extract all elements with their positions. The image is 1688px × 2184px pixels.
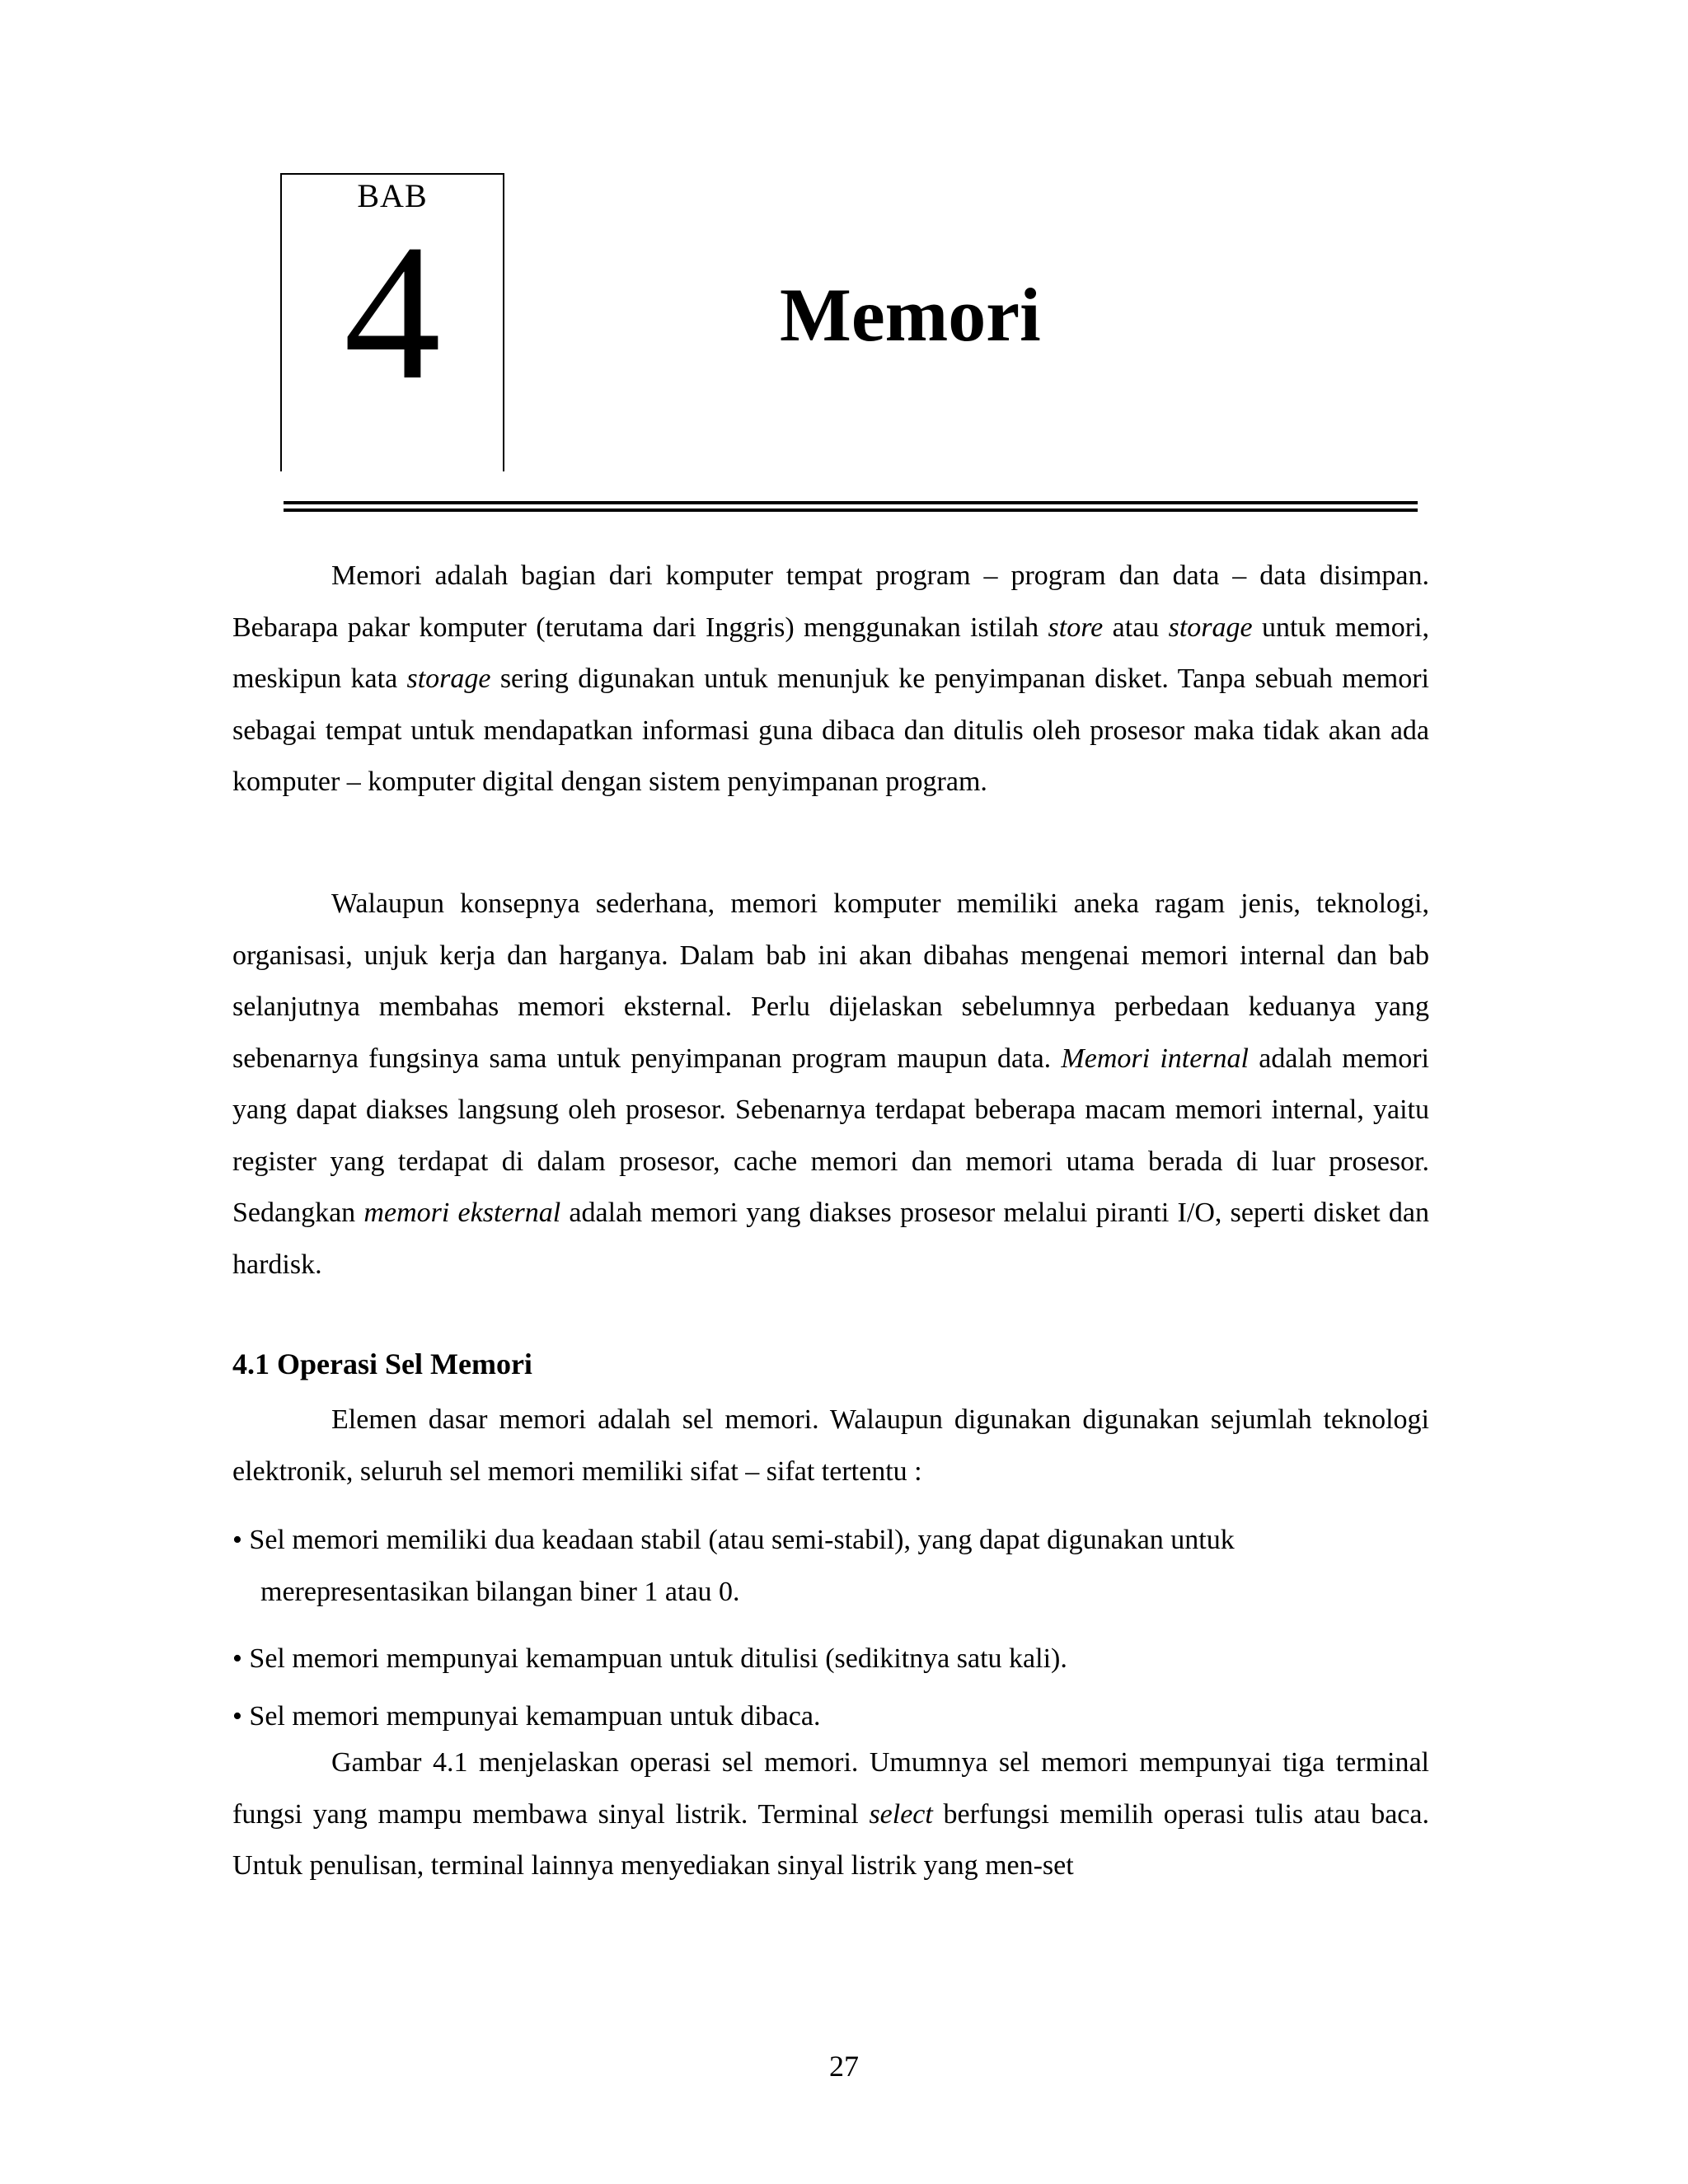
bullet-item bbox=[232, 1691, 1429, 1743]
text-run: Walaupun konsepnya sederhana, memori komputer memiliki aneka ragam jenis, teknologi, organisasi, unjuk kerja dan harganya. Dalam bab ini akan dibahas mengenai memori internal dan bab selanjutnya membahas memori eksternal. Perlu dijelaskan sebelumnya perbedaan keduanya yang sebenarnya fungsinya sama untuk penyimpanan program maupun data. bbox=[232, 888, 1429, 1074]
text-run: atau bbox=[1103, 612, 1169, 643]
italic-term: Memori internal bbox=[1061, 1043, 1249, 1074]
text-run: untuk memori, meskipun kata bbox=[232, 612, 1429, 694]
italic-term: storage bbox=[1168, 612, 1253, 643]
paragraph-memory-cell bbox=[232, 1394, 1429, 1497]
italic-term: select bbox=[869, 1798, 933, 1830]
bullet-text: Sel memori mempunyai kemampuan untuk dibaca. bbox=[249, 1701, 821, 1732]
bullet-symbol: • bbox=[232, 1701, 242, 1732]
bullet-symbol: • bbox=[232, 1643, 242, 1674]
chapter-number: 4 bbox=[344, 205, 441, 420]
italic-term: store bbox=[1048, 612, 1104, 643]
text-run: adalah memori yang diakses prosesor melalui piranti I/O, seperti disket dan hardisk. bbox=[232, 1197, 1429, 1280]
bullet-text: Sel memori memiliki dua keadaan stabil (atau semi-stabil), yang dapat digunakan untuk merepresentasikan bilangan biner 1 atau 0. bbox=[249, 1525, 1235, 1607]
text-run: berfungsi memilih operasi tulis atau baca. Untuk penulisan, terminal lainnya menyediakan sinyal listrik yang men-set bbox=[232, 1798, 1429, 1881]
paragraph-intro bbox=[232, 551, 1429, 808]
italic-term: storage bbox=[406, 663, 491, 694]
chapter-number-box bbox=[280, 173, 504, 471]
bullet-item bbox=[232, 1633, 1429, 1685]
text-run: Elemen dasar memori adalah sel memori. Walaupun digunakan digunakan sejumlah teknologi elektronik, seluruh sel memori memiliki sifat – sifat tertentu : bbox=[232, 1404, 1429, 1487]
bullet-item bbox=[232, 1515, 1429, 1618]
paragraph-figure-description bbox=[232, 1737, 1429, 1892]
text-run: Memori adalah bagian dari komputer tempat program – program dan data – data disimpan. Bebarapa pakar komputer (terutama dari Inggris) menggunakan istilah bbox=[232, 560, 1429, 643]
section-heading: 4.1 Operasi Sel Memori bbox=[232, 1347, 532, 1380]
page-number: 27 bbox=[829, 2050, 859, 2083]
chapter-title: Memori bbox=[780, 273, 1041, 357]
title-rule-top bbox=[284, 501, 1418, 504]
text-run: adalah memori yang dapat diakses langsung oleh prosesor. Sebenarnya terdapat beberapa macam memori internal, yaitu register yang terdapat di dalam prosesor, cache memori dan memori utama berada di luar prosesor. Sedangkan bbox=[232, 1043, 1429, 1228]
title-rule-bottom bbox=[284, 509, 1418, 512]
bullet-symbol: • bbox=[232, 1525, 242, 1555]
text-run: sering digunakan untuk menunjuk ke penyimpanan disket. Tanpa sebuah memori sebagai tempat untuk mendapatkan informasi guna dibaca dan ditulis oleh prosesor maka tidak akan ada komputer – komputer digital dengan sistem penyimpanan program. bbox=[232, 663, 1430, 797]
bullet-text: Sel memori mempunyai kemampuan untuk ditulisi (sedikitnya satu kali). bbox=[249, 1643, 1067, 1674]
text-run: Gambar 4.1 menjelaskan operasi sel memori. Umumnya sel memori mempunyai tiga terminal fungsi yang mampu membawa sinyal listrik. Terminal bbox=[232, 1747, 1429, 1830]
paragraph-memory-types bbox=[232, 879, 1429, 1291]
chapter-label: BAB bbox=[357, 177, 428, 214]
italic-term: memori eksternal bbox=[363, 1197, 561, 1228]
